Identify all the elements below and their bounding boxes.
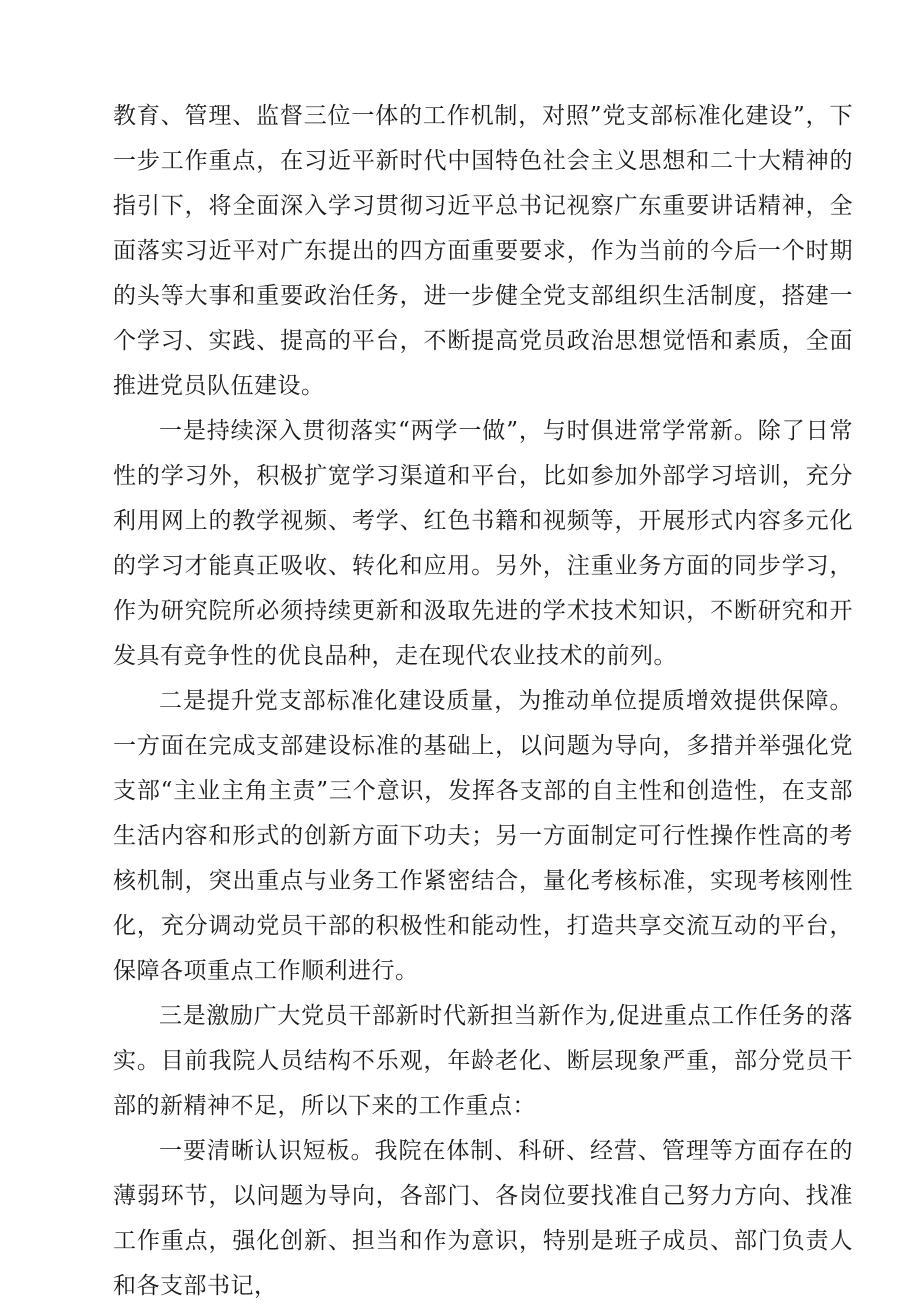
paragraph-continuation: 教育、管理、监督三位一体的工作机制，对照”党支部标准化建设”，下一步工作重点，在习近平新时代中国特色社会主义思想和二十大精神的指引下，将全面深入学习贯彻习近平总书记视察广东重要讲话精神，全面落实习近平对广东提出的四方面重要要求，作为当前的今后一个时期的头等大事和重要政治任务，进一步健全党支部组织生活制度，搭建一个学习、实践、提高的平台，不断提高党员政治思想觉悟和素质，全面推进党员队伍建设。 xyxy=(113,103,853,399)
paragraph-point-one: 一是持续深入贯彻落实“两学一做”，与时俱进常学常新。除了日常性的学习外，积极扩宽学习渠道和平台，比如参加外部学习培训，充分利用网上的教学视频、考学、红色书籍和视频等，开展形式内容多元化的学习才能真正吸收、转化和应用。另外，注重业务方面的同步学习，作为研究院所必须持续更新和汲取先进的学术技术知识，不断研究和开发具有竞争性的优良品种，走在现代农业技术的前列。 xyxy=(113,418,853,669)
paragraph-subpoint-one: 一要清晰认识短板。我院在体制、科研、经营、管理等方面存在的薄弱环节，以问题为导向，各部门、各岗位要找准自己努力方向、找准工作重点，强化创新、担当和作为意识，特别是班子成员、部门负责人和各支部书记， xyxy=(113,1138,853,1299)
paragraph-point-two: 二是提升党支部标准化建设质量，为推动单位提质增效提供保障。一方面在完成支部建设标准的基础上，以问题为导向，多措并举强化党支部“主业主角主责”三个意识，发挥各支部的自主性和创造性，在支部生活内容和形式的创新方面下功夫；另一方面制定可行性操作性高的考核机制，突出重点与业务工作紧密结合，量化考核标准，实现考核刚性化，充分调动党员干部的积极性和能动性，打造共享交流互动的平台，保障各项重点工作顺利进行。 xyxy=(113,688,853,984)
paragraph-point-three: 三是激励广大党员干部新时代新担当新作为,促进重点工作任务的落实。目前我院人员结构不乐观，年龄老化、断层现象严重，部分党员干部的新精神不足，所以下来的工作重点： xyxy=(113,1003,853,1119)
document-body xyxy=(113,94,853,1309)
